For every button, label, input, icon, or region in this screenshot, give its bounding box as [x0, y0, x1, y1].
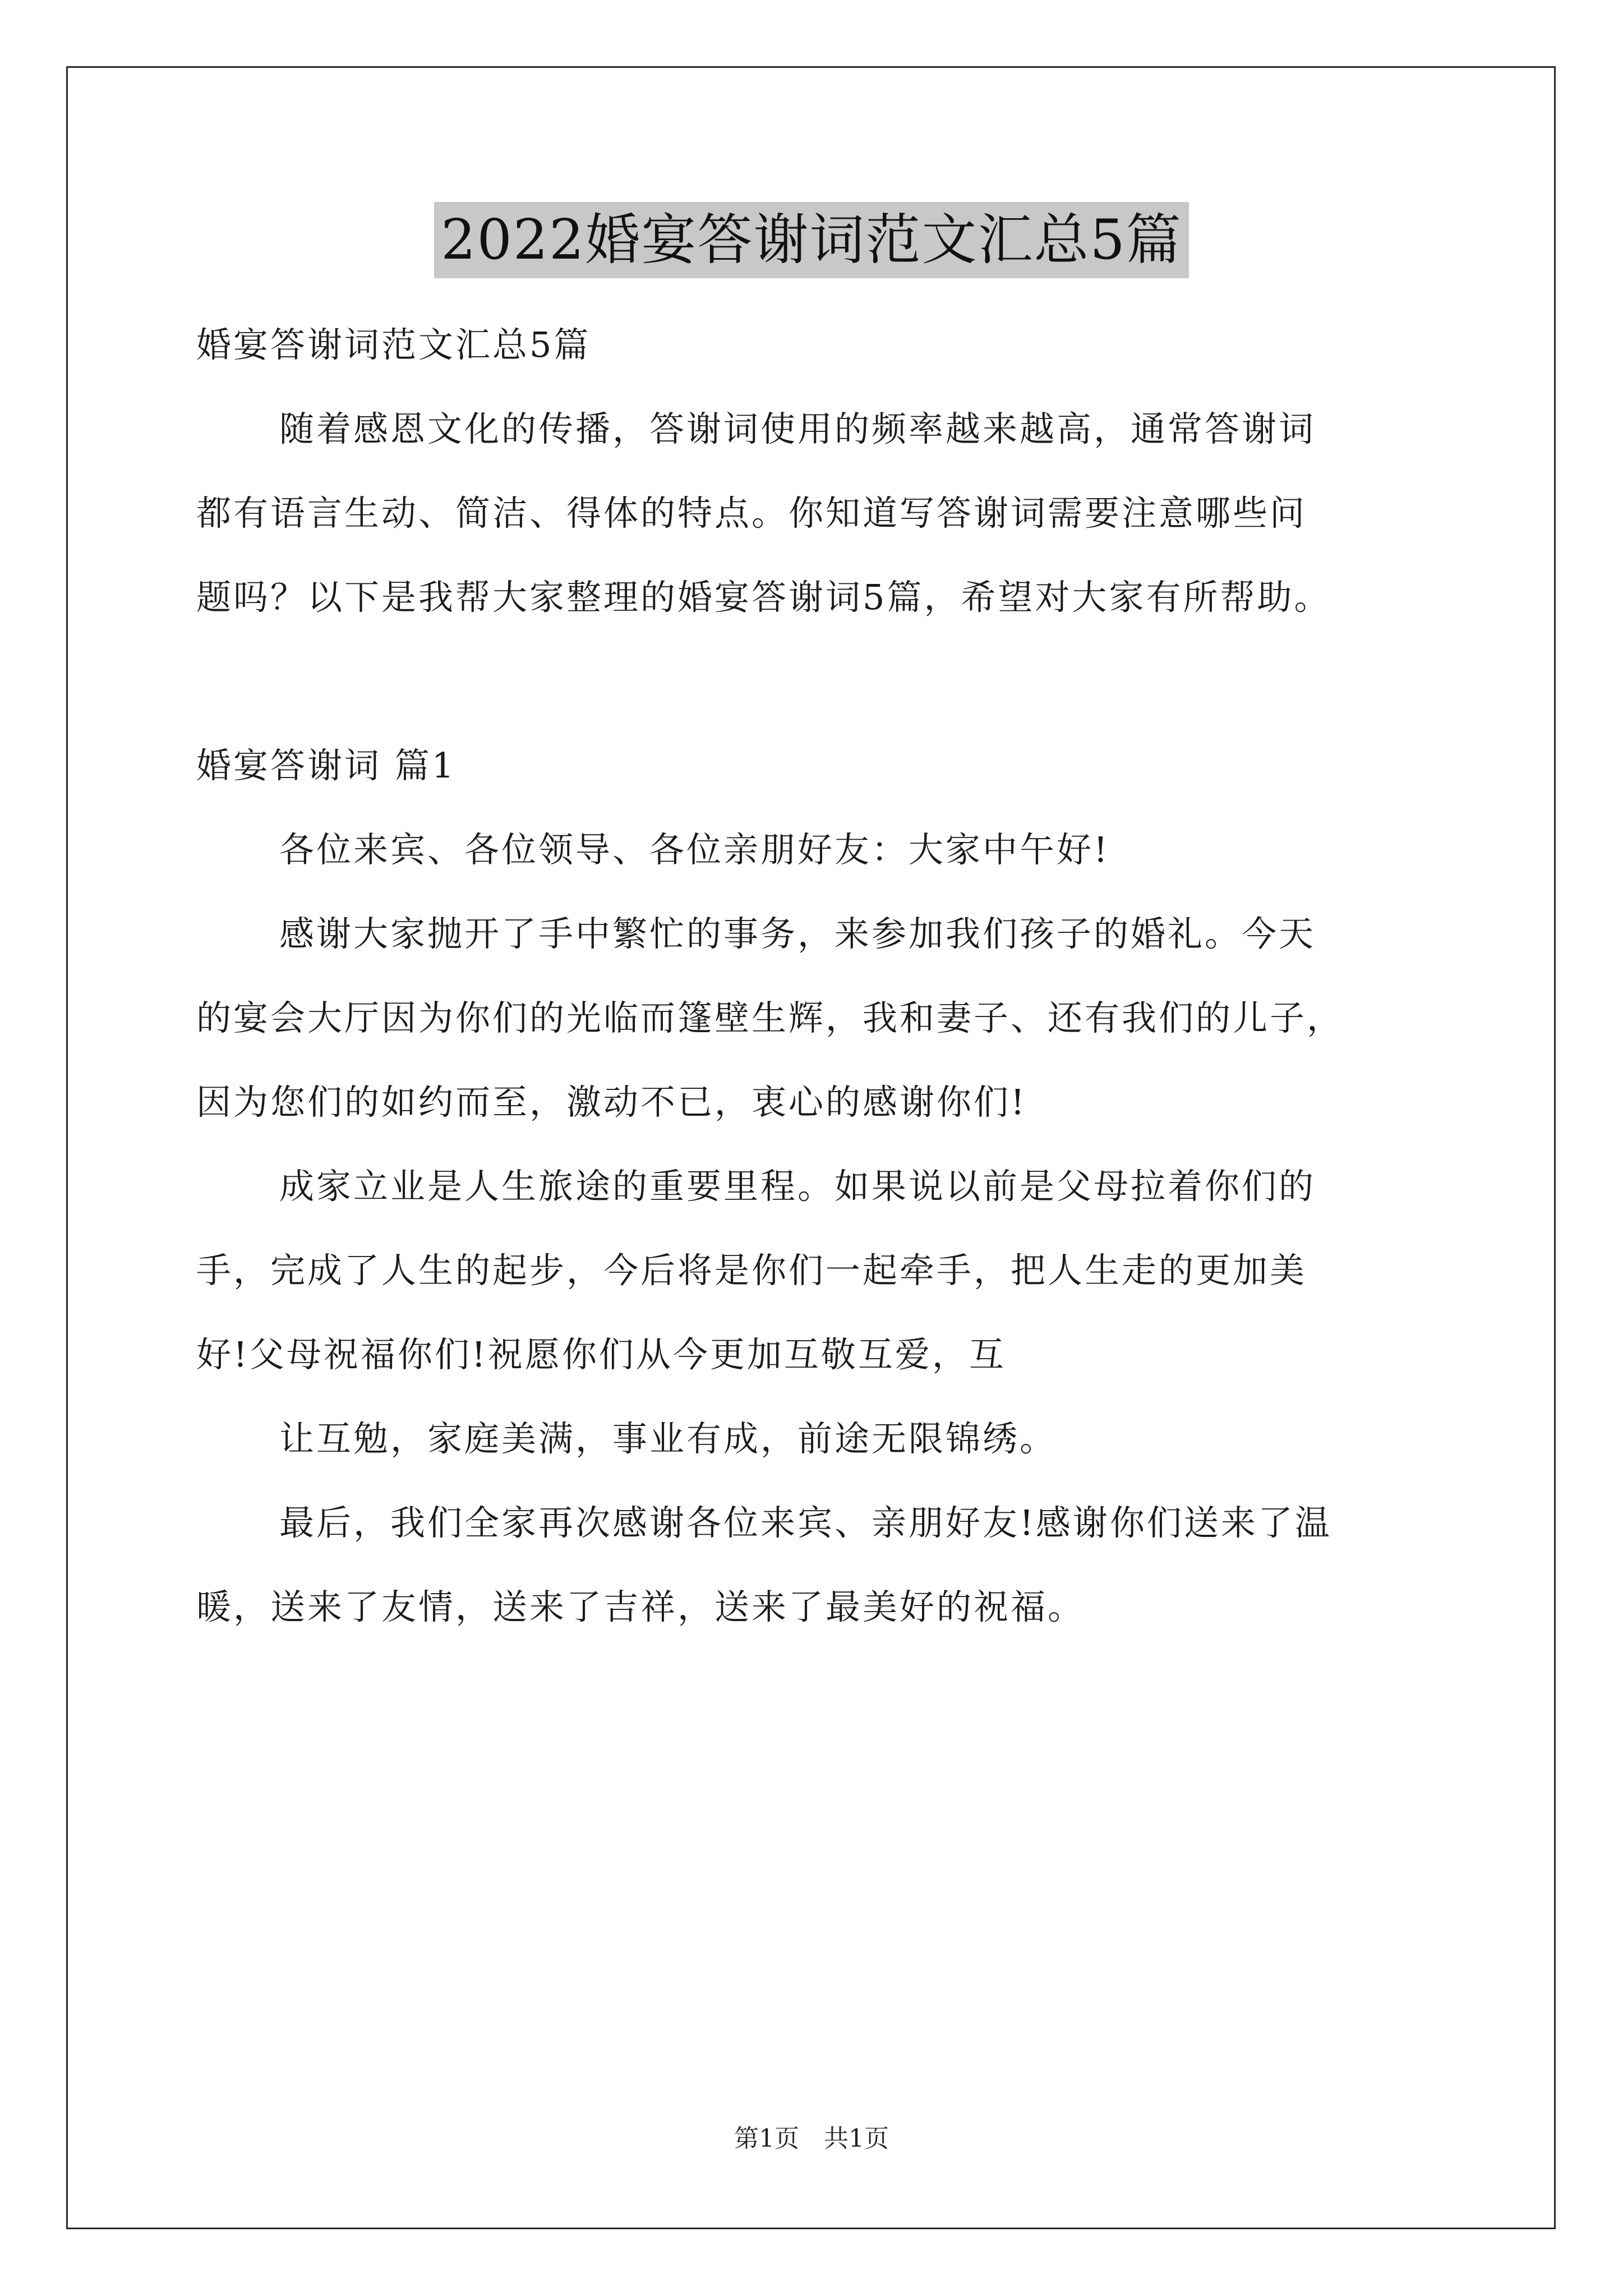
- body-line: 因为您们的如约而至，激动不已，衷心的感谢你们!: [196, 1082, 1027, 1122]
- body-line: 成家立业是人生旅途的重要里程。如果说以前是父母拉着你们的: [279, 1166, 1316, 1207]
- body-line: 各位来宾、各位领导、各位亲朋好友：大家中午好!: [279, 829, 1110, 870]
- body-line: 让互勉，家庭美满，事业有成，前途无限锦绣。: [279, 1418, 1057, 1459]
- body-line: 暖，送来了友情，送来了吉祥，送来了最美好的祝福。: [196, 1586, 1085, 1627]
- intro-line: 随着感恩文化的传播，答谢词使用的频率越来越高，通常答谢词: [279, 408, 1316, 449]
- document-body: [196, 303, 1475, 1649]
- spacer: [196, 639, 1475, 724]
- body-line: 最后，我们全家再次感谢各位来宾、亲朋好友!感谢你们送来了温: [279, 1502, 1332, 1543]
- title-container: [0, 202, 1623, 278]
- body-line: 感谢大家抛开了手中繁忙的事务，来参加我们孩子的婚礼。今天: [279, 913, 1316, 954]
- body-line: 的宴会大厅因为你们的光临而篷壁生辉，我和妻子、还有我们的儿子，: [196, 997, 1344, 1038]
- intro-line: 题吗？以下是我帮大家整理的婚宴答谢词5篇，希望对大家有所帮助。: [196, 577, 1331, 618]
- intro-line: 都有语言生动、简洁、得体的特点。你知道写答谢词需要注意哪些问: [196, 493, 1307, 533]
- document-title: 2022婚宴答谢词范文汇总5篇: [434, 202, 1189, 278]
- page-footer: 第1页 共1页: [734, 2124, 889, 2153]
- section-heading: 婚宴答谢词 篇1: [196, 745, 457, 786]
- subtitle: 婚宴答谢词范文汇总5篇: [196, 324, 591, 365]
- body-line: 手，完成了人生的起步，今后将是你们一起牵手，把人生走的更加美: [196, 1250, 1307, 1291]
- body-line: 好!父母祝福你们!祝愿你们从今更加互敬互爱，互: [196, 1334, 1006, 1375]
